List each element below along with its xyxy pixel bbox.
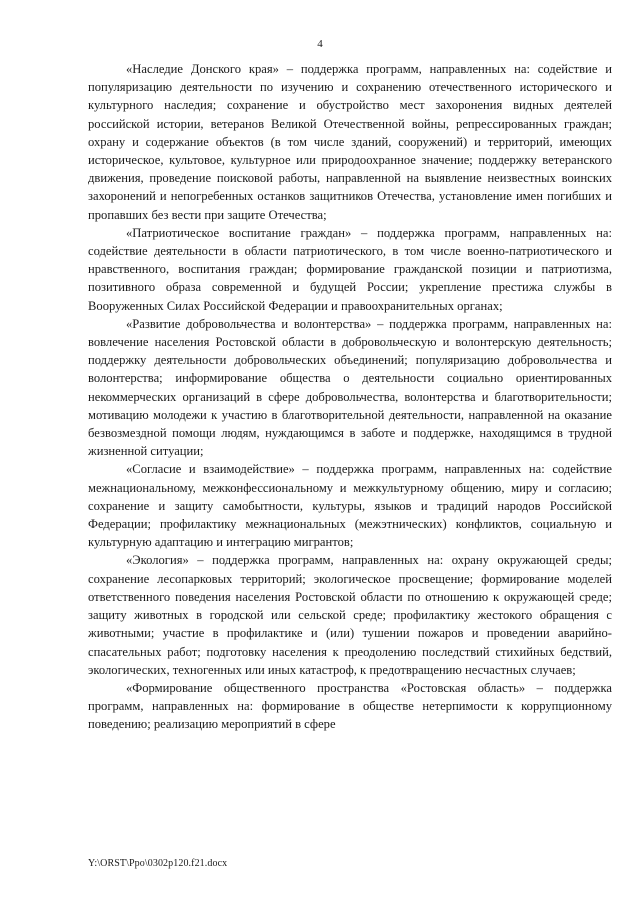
paragraph-harmony-interaction: «Согласие и взаимодействие» – поддержка программ, направленных на: содействие межнациональному, межконфессиональному и межкультурному общению, миру и согласию; сохранение и защиту самобытности, культуры, языков и традиций народов Российской Федерации; профилактику межнациональных (межэтнических) конфликтов, социальную и культурную адаптацию и интеграцию мигрантов; [88,462,612,550]
paragraph-donskoy-heritage: «Наследие Донского края» – поддержка программ, направленных на: содействие и популяризацию деятельности по изучению и сохранению отечественного исторического и культурного наследия; сохранение и обустройство мест захоронения видных деятелей российской истории, ветеранов Великой Отечественной войны, репрессированных граждан; охрану и содержание объектов (в том числе зданий, сооружений) и территорий, имеющих историческое, культовое, культурное или природоохранное значение; поддержку ветеранского движения, проведение поисковой работы, направленной на выявление неизвестных воинских захоронений и непогребенных останков защитников Отечества, установление имен погибших и пропавших без вести при защите Отечества; [88,62,612,222]
document-body [88,60,612,734]
paragraph-patriotic-education: «Патриотическое воспитание граждан» – поддержка программ, направленных на: содействие деятельности в области патриотического, в том числе военно-патриотического и нравственного, воспитания граждан; формирование гражданской позиции и патриотизма, позитивного образа современной и будущей России; укрепление престижа службы в Вооруженных Силах Российской Федерации и правоохранительных органах; [88,225,612,313]
paragraph-ecology: «Экология» – поддержка программ, направленных на: охрану окружающей среды; сохранение лесопарковых территорий; экологическое просвещение; формирование моделей ответственного поведения населения Ростовской области по отношению к окружающей среде; защиту животных в городской или сельской среде; профилактику жестокого обращения с животными; участие в профилактике и (или) тушении пожаров и проведении аварийно-спасательных работ; подготовку населения к преодолению последствий стихийных бедствий, экологических, техногенных или иных катастроф, к предотвращению несчастных случаев; [88,553,612,677]
page-number: 4 [317,38,323,50]
paragraph-public-space: «Формирование общественного пространства «Ростовская область» – поддержка программ, направленных на: формирование в обществе нетерпимости к коррупционному поведению; реализацию мероприятий в сфере [88,680,612,732]
paragraph-volunteering: «Развитие добровольчества и волонтерства» – поддержка программ, направленных на: вовлечение населения Ростовской области в добровольческую и волонтерскую деятельность; поддержку деятельности добровольческих объединений; популяризацию добровольчества и волонтерства; информирование общества о деятельности социально ориентированных некоммерческих организаций в сфере добровольчества, волонтерства и благотворительности; мотивацию молодежи к участию в благотворительной деятельности, направленной на оказание безвозмездной помощи людям, нуждающимся в заботе и поддержке, находящимся в трудной жизненной ситуации; [88,316,612,459]
footer-file-path: Y:\ORST\Ppo\0302p120.f21.docx [88,858,228,869]
